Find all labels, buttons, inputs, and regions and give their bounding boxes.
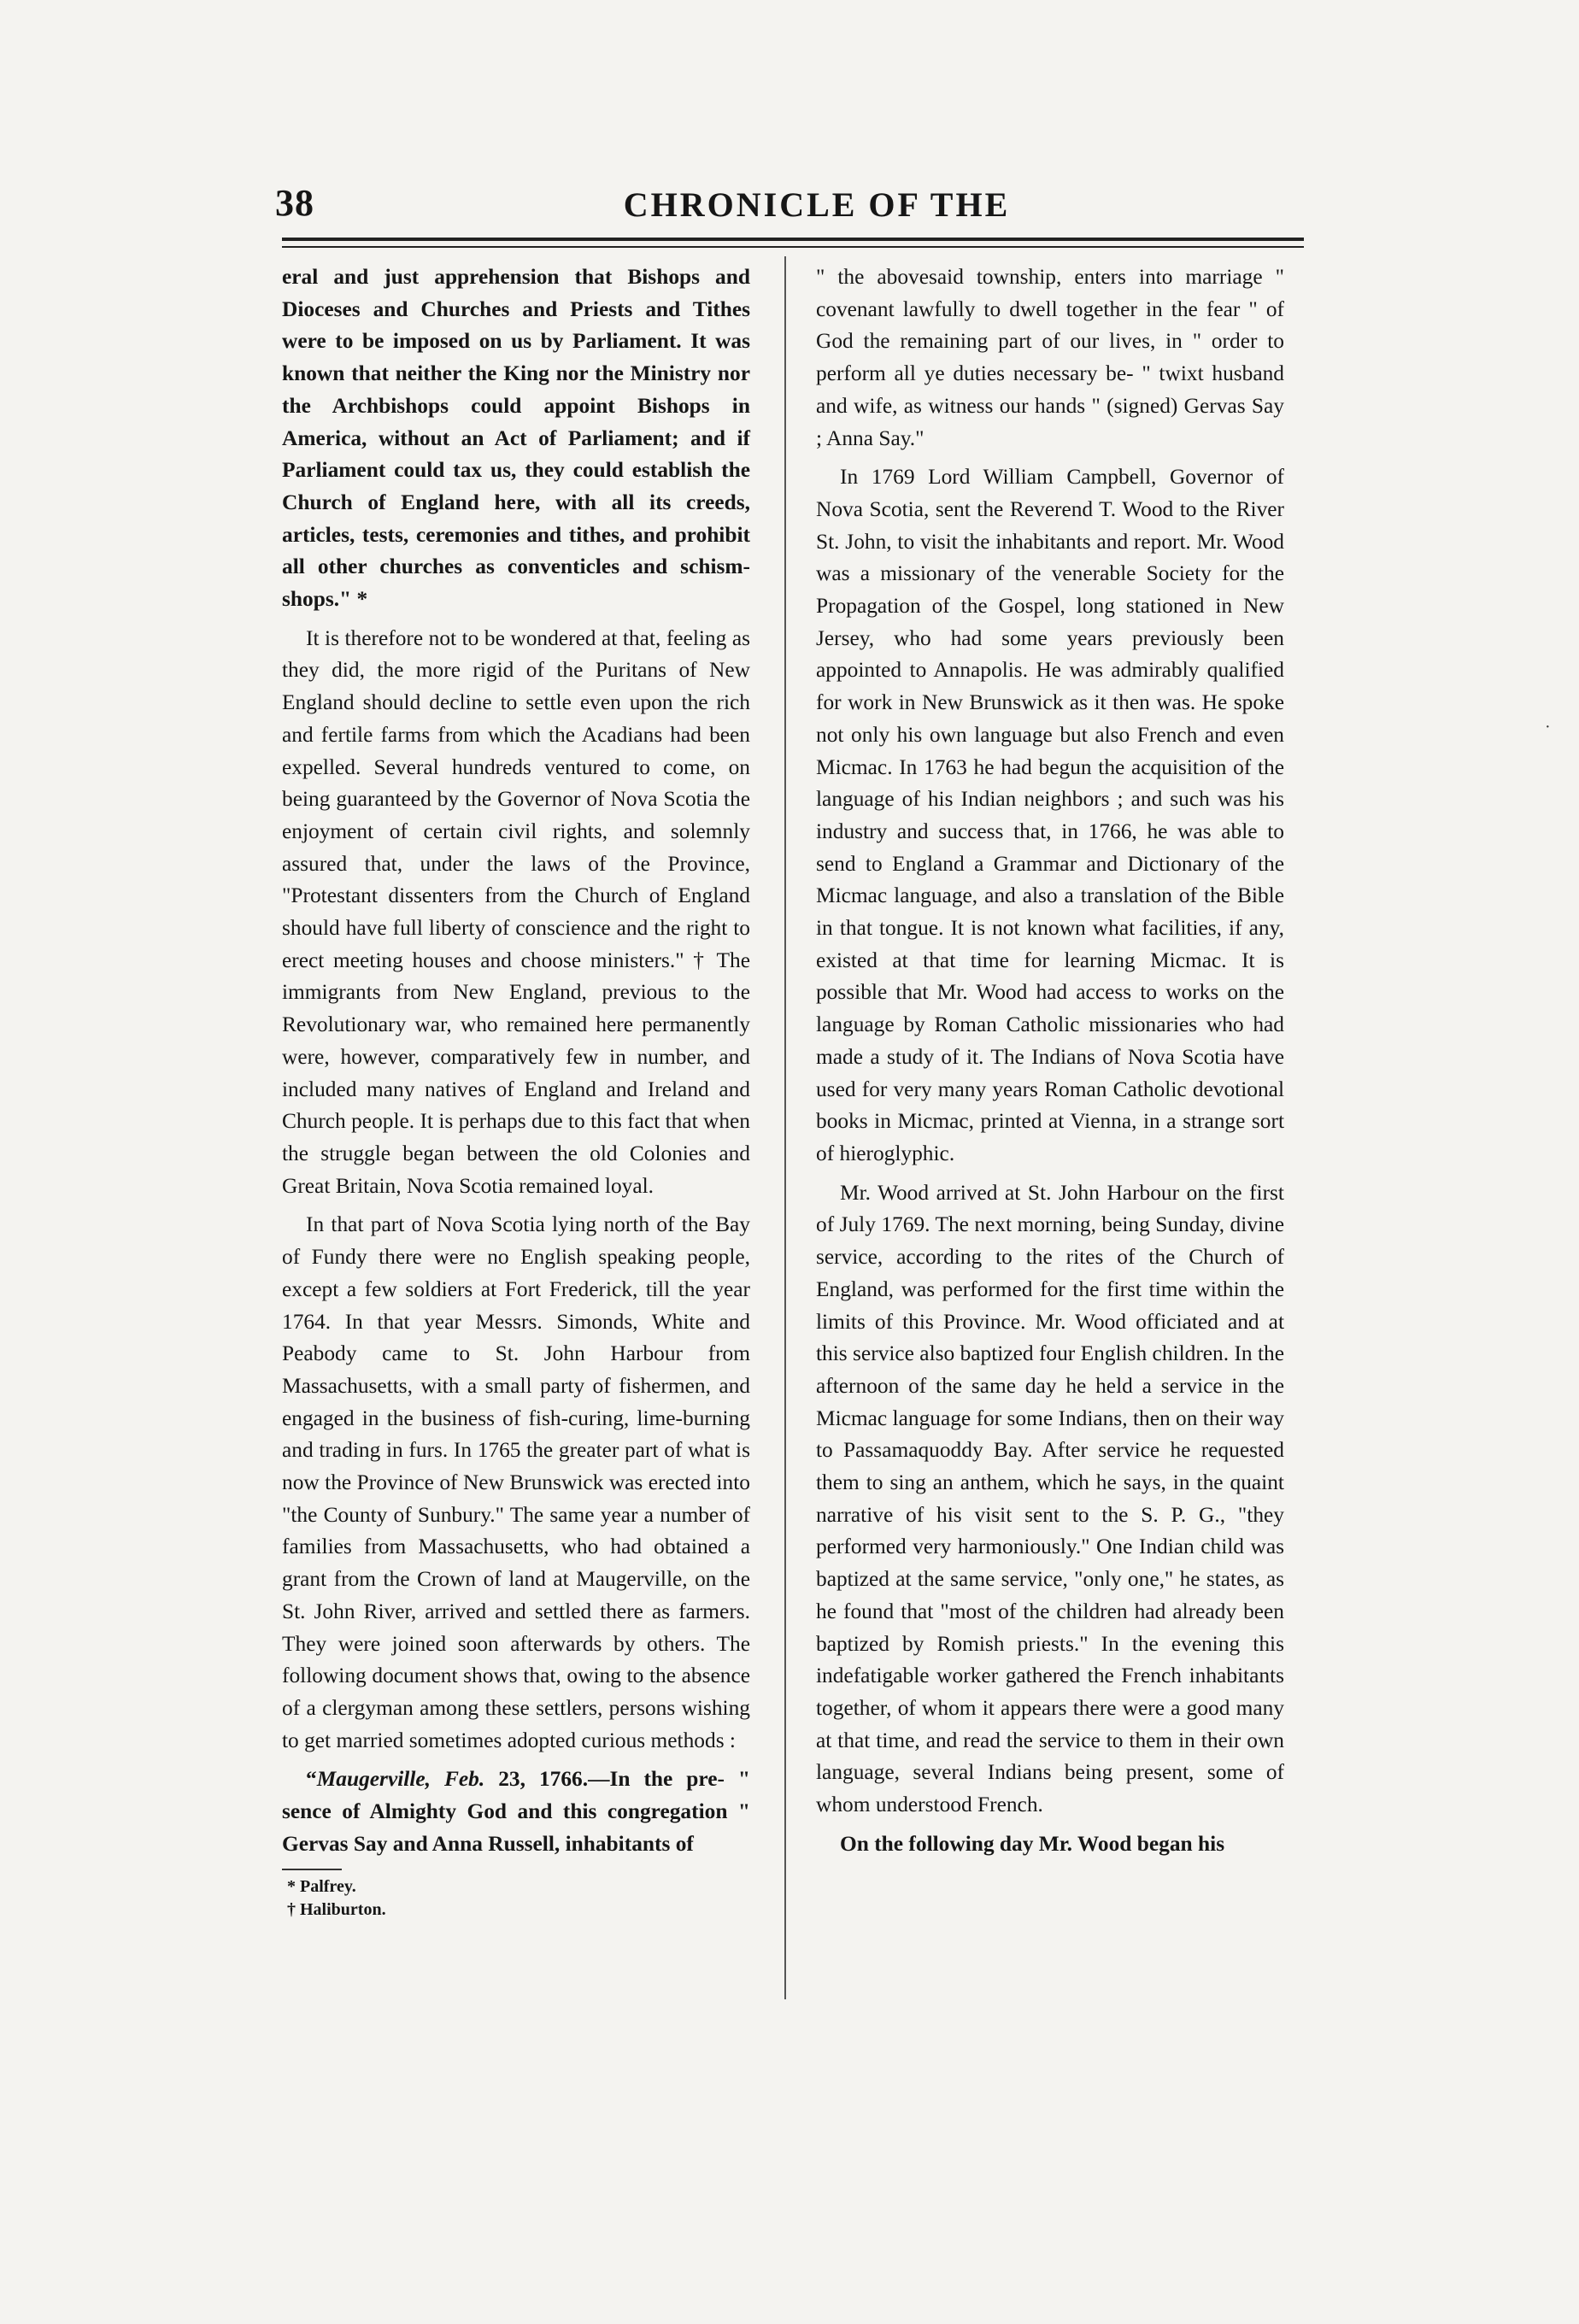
quote-text: 23, 1766.—In the pre- " sence of Almighty God and this congregation " Gervas Say and Anna Russell, inhabitants of	[282, 1767, 750, 1856]
footnote-rule	[282, 1869, 342, 1870]
page-number: 38	[275, 182, 314, 224]
column-divider	[784, 256, 786, 1999]
right-paragraph-1: In 1769 Lord William Campbell, Governor of Nova Scotia, sent the Reverend T. Wood to the River St. John, to visit the inhabitants and report. Mr. Wood was a missionary of the venerable Society for the Propagation of the Gospel, long stationed in New Jersey, who had some years previously been appointed to Annapolis. He was admirably qualified for work in New Brunswick as it then was. He spoke not only his own language but also French and even Micmac. In 1763 he had begun the acquisition of the language of his Indian neighbors ; and such was his industry and success that, in 1766, he was able to send to England a Grammar and Dictionary of the Micmac language, and also a translation of the Bible in that tongue. It is not known what facilities, if any, existed at that time for learning Micmac. It is possible that Mr. Wood had access to works on the language by Roman Catholic missionaries who had made a study of it. The Indians of Nova Scotia have used for very many years Roman Catholic devotional books in Micmac, printed at Vienna, in a strange sort of hieroglyphic.	[816, 465, 1284, 1165]
left-paragraph-2: It is therefore not to be wondered at that, feeling as they did, the more rigid of the Puritans of New England should decline to settle even upon the rich and fertile farms from which the Acadians had been expelled. Several hundreds ventured to come, on being guaranteed by the Governor of Nova Scotia the enjoyment of certain civil rights, and solemnly assured that, under the laws of the Province, "Protestant dissenters from the Church of England should have full liberty of conscience and the right to erect meeting houses and choose ministers." † The immigrants from New England, previous to the Revolutionary war, who remained here permanently were, however, comparatively few in number, and included many natives of England and Ireland and Church people. It is perhaps due to this fact that when the struggle began between the old Colonies and Great Britain, Nova Scotia remained loyal.	[282, 625, 750, 1198]
quote-place-date: Maugerville, Feb.	[316, 1767, 485, 1792]
header-rule-thin	[282, 246, 1304, 248]
left-paragraph-3: In that part of Nova Scotia lying north of the Bay of Fundy there were no English speaking people, except a few soldiers at Fort Frederick, till the year 1764. In that year Messrs. Simonds, White and Peabody came to St. John Harbour from Massachusetts, with a small party of fishermen, and engaged in the business of fish-curing, lime-burning and trading in furs. In 1765 the greater part of what is now the Province of New Brunswick was erected into "the County of Sunbury." The same year a number of families from Massachusetts, who had obtained a grant from the Crown of land at Maugerville, on the St. John River, arrived and settled there as farmers. They were joined soon afterwards by others. The following document shows that, owing to the absence of a clergyman among these settlers, persons wishing to get married sometimes adopted curious methods :	[282, 1212, 750, 1752]
right-paragraph-2: Mr. Wood arrived at St. John Harbour on the first of July 1769. The next morning, being Sunday, divine service, according to the rites of the Church of England, was performed for the first time within the limits of this Province. Mr. Wood officiated and at this service also baptized four English children. In the afternoon of the same day he held a service in the Micmac language for some Indians, then on their way to Passamaquoddy Bay. After service he requested them to sing an anthem, which he says, in the quaint narrative of his visit sent to the S. P. G., "they performed very harmoniously." One Indian child was baptized at the same service, "only one," he states, as he found that "most of the children had already been baptized by Romish priests." In the evening this indefatigable worker gathered the French inhabitants together, of whom it appears there were a good many at that time, and read the service to them in their own language, several Indians being present, some of whom understood French.	[816, 1180, 1284, 1817]
marriage-quote-continued: " the abovesaid township, enters into marriage " covenant lawfully to dwell together in the fear " of God the remaining part of our lives, in " order to perform all ye duties necessary be- " twixt husband and wife, as witness our hands " (signed) Gervas Say ; Anna Say."	[816, 265, 1284, 450]
marriage-quote-start: “Maugerville, Feb. 23, 1766.—In the pre- " sence of Almighty God and this congregation " Gervas Say and Anna Russell, inhabitants of	[282, 1767, 750, 1856]
right-paragraph-3: On the following day Mr. Wood began his	[840, 1831, 1225, 1856]
running-head: CHRONICLE OF THE	[623, 185, 1011, 224]
header-rule-thick	[282, 238, 1304, 241]
footnote-palfrey: * Palfrey.	[287, 1877, 356, 1897]
footnote-haliburton: † Haliburton.	[287, 1900, 386, 1920]
left-column	[282, 261, 750, 1922]
right-column	[816, 261, 1284, 1867]
scan-speck-mark: ·	[1545, 718, 1551, 737]
left-paragraph-1: eral and just apprehension that Bishops and Dioceses and Churches and Priests and Tithes were to be imposed on us by Parliament. It was known that neither the King nor the Ministry nor the Archbishops could appoint Bishops in America, without an Act of Parliament; and if Parliament could tax us, they could establish the Church of England here, with all its creeds, articles, tests, ceremonies and tithes, and prohibit all other churches as conventicles and schism-shops." *	[282, 265, 750, 612]
